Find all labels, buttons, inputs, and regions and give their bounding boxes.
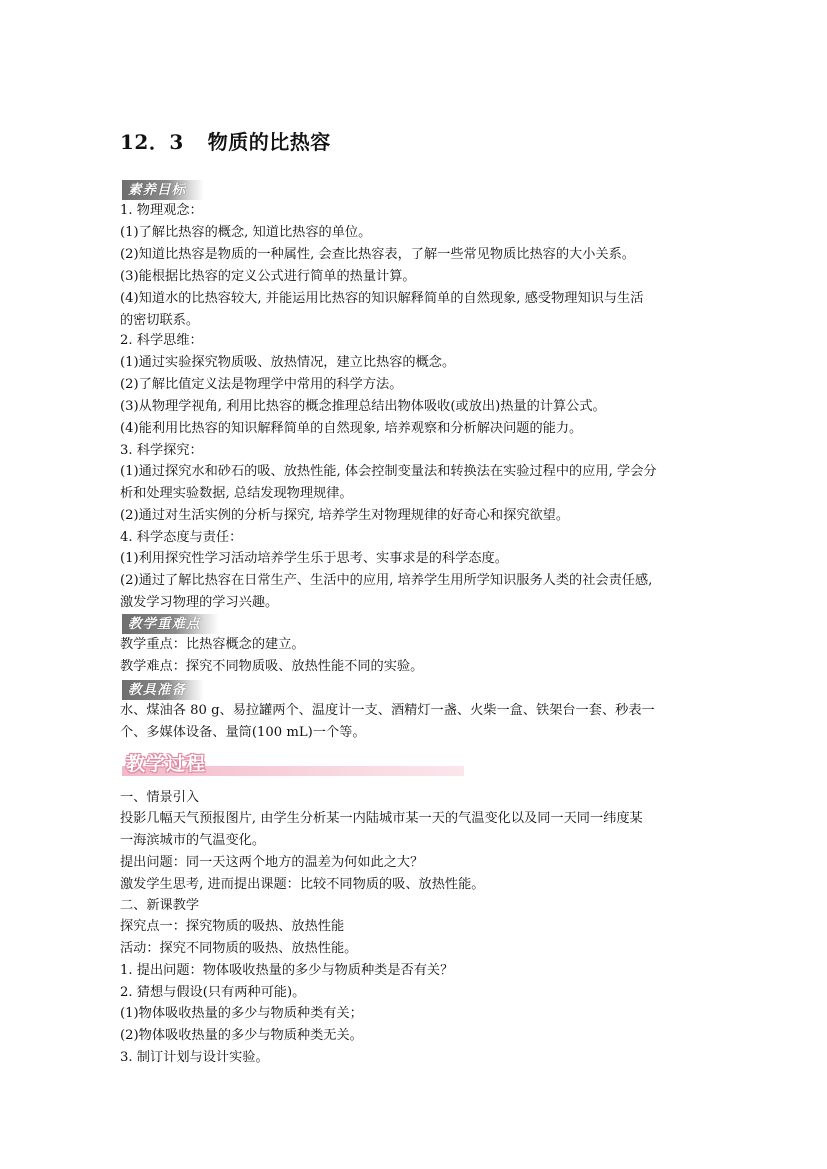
tools-line: 个、多媒体设备、量筒(100 mL)一个等。 [120,725,366,740]
section-badge-key-points: 教学重难点 [122,614,219,634]
literacy-line: 析和处理实验数据, 总结发现物理规律。 [120,486,353,501]
literacy-line: (4)知道水的比热容较大, 并能运用比热容的知识解释简单的自然现象, 感受物理知识与生活 [120,291,644,306]
lesson-title [120,126,331,155]
literacy-line: 2. 科学思维： [120,333,203,348]
section-header-process-text: 教学过程 [126,753,207,775]
literacy-line: (3)能根据比热容的定义公式进行简单的热量计算。 [120,269,416,284]
process-line: 探究点一：探究物质的吸热、放热性能 [120,919,345,934]
literacy-line: (2)通过对生活实例的分析与探究, 培养学生对物理规律的好奇心和探究欲望。 [120,508,570,523]
process-line: 一海滨城市的气温变化。 [120,833,266,848]
literacy-line: (2)了解比值定义法是物理学中常用的科学方法。 [120,377,403,392]
literacy-line: (1)利用探究性学习活动培养学生乐于思考、实事求是的科学态度。 [120,551,508,566]
key-point-line: 教学难点：探究不同物质吸、放热性能不同的实验。 [120,659,424,674]
literacy-line: (2)通过了解比热容在日常生产、生活中的应用, 培养学生用所学知识服务人类的社会责任感, [120,573,653,588]
literacy-line: (1)通过实验探究物质吸、放热情况，建立比热容的概念。 [120,355,456,370]
process-line: (2)物体吸收热量的多少与物质种类无关。 [120,1028,363,1043]
process-line: 投影几幅天气预报图片, 由学生分析某一内陆城市某一天的气温变化以及同一天同一纬度某 [120,811,643,826]
process-line: 2. 猜想与假设(只有两种可能)。 [120,985,306,1000]
lesson-title-text: 物质的比热容 [207,130,331,154]
literacy-line: (2)知道比热容是物质的一种属性, 会查比热容表，了解一些常见物质比热容的大小关系。 [120,247,635,262]
literacy-line: (3)从物理学视角, 利用比热容的概念推理总结出物体吸收(或放出)热量的计算公式。 [120,399,606,414]
literacy-line: (1)通过探究水和砂石的吸、放热性能, 体会控制变量法和转换法在实验过程中的应用, 学会分 [120,464,657,479]
process-line: 1. 提出问题：物体吸收热量的多少与物质种类是否有关？ [120,963,454,978]
literacy-line: (1)了解比热容的概念, 知道比热容的单位。 [120,225,372,240]
tools-line: 水、煤油各 80 g、易拉罐两个、温度计一支、酒精灯一盏、火柴一盒、铁架台一套、秒表一 [120,703,655,718]
process-line: (1)物体吸收热量的多少与物质种类有关； [120,1006,363,1021]
section-badge-literacy: 素养目标 [122,180,204,200]
process-line: 提出问题：同一天这两个地方的温差为何如此之大？ [120,855,424,870]
literacy-line: 激发学习物理的学习兴趣。 [120,595,279,610]
process-line: 活动：探究不同物质的吸热、放热性能。 [120,941,358,956]
section-badge-tools: 教具准备 [122,680,204,700]
literacy-line: 的密切联系。 [120,313,200,328]
literacy-line: 3. 科学探究： [120,443,203,458]
section-header-process [122,752,464,778]
process-line: 一、情景引入 [120,790,200,805]
process-line: 二、新课教学 [120,898,200,913]
key-point-line: 教学重点：比热容概念的建立。 [120,637,305,652]
lesson-number: 12．3 [120,130,184,154]
process-line: 激发学生思考, 进而提出课题：比较不同物质的吸、放热性能。 [120,877,485,892]
literacy-line: (4)能利用比热容的知识解释简单的自然现象, 培养观察和分析解决问题的能力。 [120,421,583,436]
process-line: 3. 制订计划与设计实验。 [120,1050,269,1065]
literacy-line: 1. 物理观念： [120,203,203,218]
literacy-line: 4. 科学态度与责任： [120,530,243,545]
